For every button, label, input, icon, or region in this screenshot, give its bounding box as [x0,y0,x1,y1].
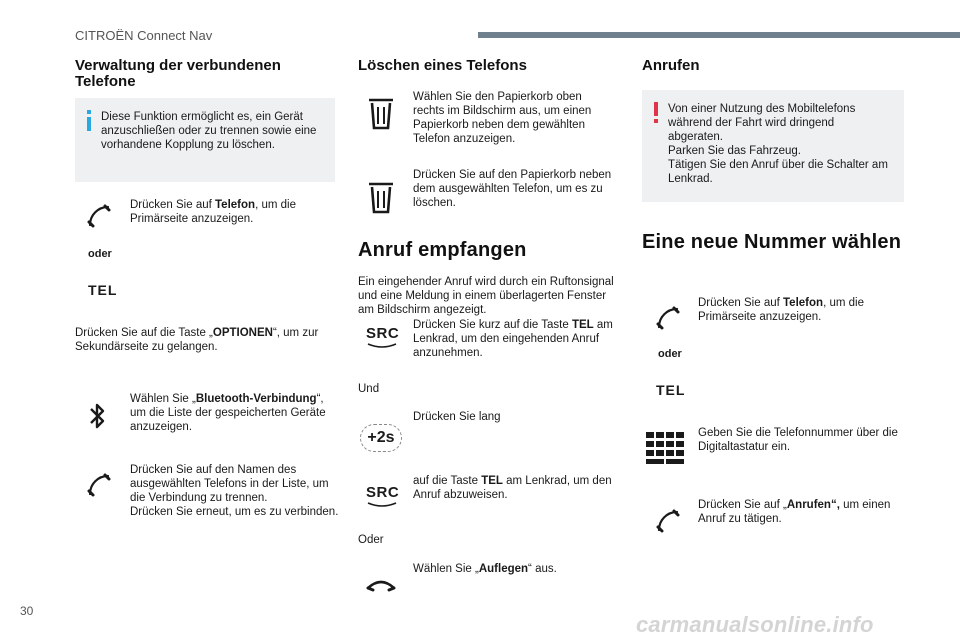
step-accept-call: Drücken Sie kurz auf die Taste TEL am Lenkrad, um den eingehenden Anruf anzunehmen. [413,319,613,359]
page-number: 30 [20,604,34,618]
step-reject-call: auf die Taste TEL am Lenkrad, um den Anruf abzuweisen. [413,475,612,501]
keypad-icon [646,432,686,464]
watermark: carmanualsonline.info [636,612,874,637]
warning-text-2: Parken Sie das Fahrzeug. [668,145,801,157]
running-header: CITROËN Connect Nav [75,28,213,43]
oder-label: oder [88,248,112,260]
section-heading-call: Anrufen [642,57,700,74]
step-select-trash: Wählen Sie den Papierkorb oben rechts im Bildschirm aus, um einen Papierkorb neben dem gewählten Telefon anzuzeigen. [413,91,592,145]
handset-icon [655,305,681,331]
step-press-telefon: Drücken Sie auf Telefon, um die Primärseite anzuzeigen. [698,297,864,323]
section-heading-manage-phones: Verwaltung der verbundenen Telefone [75,57,281,90]
step-disconnect-phone: Drücken Sie auf den Namen des ausgewählten Telefons in der Liste, um die Verbindung zu trennen. Drücken Sie erneut, um es zu verbinden. [130,464,339,518]
step-enter-number: Geben Sie die Telefonnummer über die Digitaltastatur ein. [698,427,898,453]
oder-label: Oder [358,534,384,546]
long-press-icon: +2s [360,424,402,452]
handset-icon [655,508,681,534]
section-heading-dial-new-number: Eine neue Nummer wählen [642,231,902,253]
warning-text-3: Tätigen Sie den Anruf über die Schalter am Lenkrad. [668,159,888,185]
src-key-icon: SRC [366,325,399,350]
oder-label: oder [658,348,682,360]
step-press-anrufen: Drücken Sie auf „Anrufen“, um einen Anruf zu tätigen. [698,499,891,525]
section-heading-receive-call: Anruf empfangen [358,239,527,261]
handset-icon [86,472,112,498]
tel-key-label: TEL [88,282,118,298]
info-note-text: Diese Funktion ermöglicht es, ein Gerät anzuschließen oder zu trennen sowie eine vorhandene Kopplung zu löschen. [101,111,317,151]
info-icon [85,110,93,132]
step-press-long: Drücken Sie lang [413,411,501,423]
step-press-optionen: Drücken Sie auf die Taste „OPTIONEN“, um zur Sekundärseite zu gelangen. [75,327,319,353]
header-bar [478,32,960,38]
warning-text-1: Von einer Nutzung des Mobiltelefons während der Fahrt wird dringend abgeraten. [668,103,856,143]
section-heading-delete-phone: Löschen eines Telefons [358,57,527,74]
hang-up-icon [366,576,396,592]
warning-icon [652,102,660,124]
tel-key-label: TEL [656,382,686,398]
step-select-bluetooth: Wählen Sie „Bluetooth-Verbindung“, um die Liste der gespeicherten Geräte anzuzeigen. [130,393,326,433]
trash-icon [368,96,394,130]
handset-icon [86,203,112,229]
step-select-hangup: Wählen Sie „Auflegen“ aus. [413,563,557,575]
src-key-icon: SRC [366,484,399,509]
intro-incoming-call: Ein eingehender Anruf wird durch ein Ruftonsignal und eine Meldung in einem überlagerten Fenster am Bildschirm angezeigt. [358,276,614,316]
bluetooth-icon [88,400,106,432]
und-label: Und [358,383,380,395]
trash-icon [368,180,394,214]
step-press-telefon: Drücken Sie auf Telefon, um die Primärseite anzuzeigen. [130,199,296,225]
step-press-trash: Drücken Sie auf den Papierkorb neben dem ausgewählten Telefon, um es zu löschen. [413,169,612,209]
warning-note [642,90,904,202]
info-note [75,98,335,182]
